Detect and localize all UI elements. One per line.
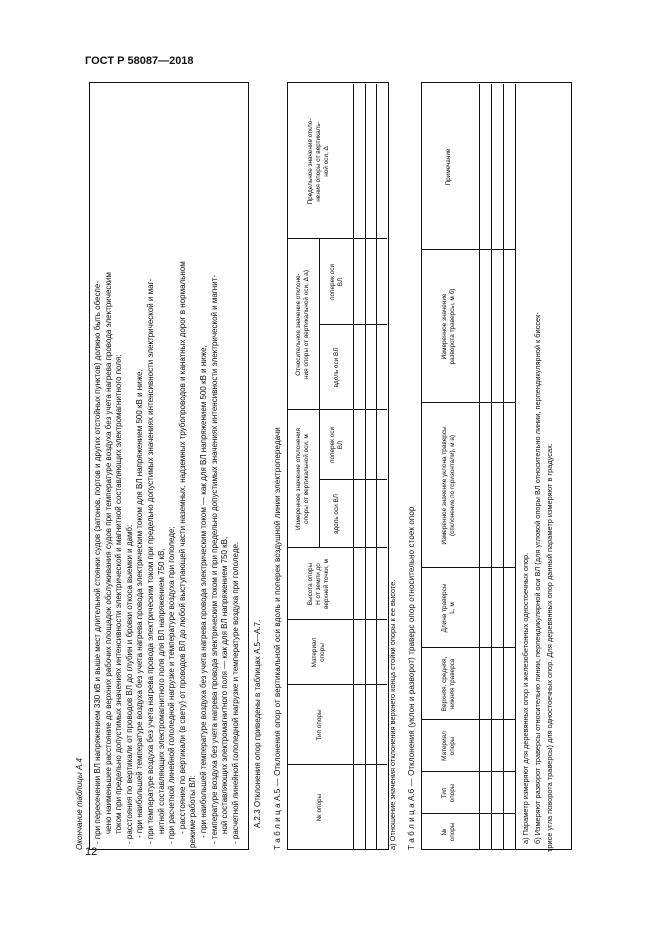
col-header-note: Примечание	[445, 148, 452, 186]
table-a6-caption: Т а б л и ц а А.6 — Отклонения (уклон и разворот) траверс опор относительно стоек опор	[407, 506, 416, 850]
page-number: 12	[85, 846, 98, 858]
col-header-relative-along: вдоль оси ВЛ	[333, 347, 340, 388]
table-a5-caption: Т а б л и ц а А.5 — Отклонения опор от вертикальной оси вдоль и поперек воздушной линии электропередачи	[273, 427, 282, 850]
note-line: режиме работы ВЛ:	[188, 775, 198, 848]
note-line: - температуре воздуха без учета нагрева провода электрическим током и при предельно допустимых значениях интенсивности электрической и магнит-	[209, 275, 219, 844]
note-line: - при наибольшей температуре воздуха без учета нагрева провода электрическим током для ВЛ напряжением 500 кВ и ниже,	[135, 369, 145, 838]
note-line: - расчетной линейной гололедной нагрузке и температуре воздуха при гололеде.	[230, 541, 240, 844]
note-line: - при наибольшей температуре воздуха без учета нагрева провода электрическим током — как для ВЛ напряжением 500 кВ и ниже,	[199, 345, 208, 838]
continuation-label: Окончание таблицы А.4	[75, 758, 84, 850]
col-header-traverse: Верхняя, средняя, нижняя траверса	[441, 656, 456, 712]
col-header-measured-across: поперек оси ВЛ	[329, 426, 344, 464]
rotated-page-content	[75, 80, 595, 850]
col-header-traverse-slope: Измеренное значение уклона траверсы (отклонение по горизонтали), м а)	[441, 426, 456, 545]
note-line: - расстояния по вертикали от проводов ВЛ до глубин и бровки откоса выемки и дамб:	[124, 524, 134, 844]
note-line: ной составляющих электромагнитного поля — как для ВЛ напряжением 750 кВ,	[220, 536, 230, 834]
col-header-limit-deviation: Предельное значение откло- нения опоры от вертикаль- ной оси, Δ	[307, 118, 330, 205]
note-line: - при пересечении ВЛ напряжением 330 кВ и выше мест длительной стоянки судов (затонов, портов и других отстойных пунктов) должно быть обеспе-	[93, 281, 102, 844]
note-line: - расстояние по вертикали (в свету) от проводов ВЛ до любой выступающей части наземных, надземных трубопроводов и канатных дорог в нормальном	[177, 261, 187, 834]
table-a5	[287, 84, 387, 850]
col-header-pole-type: Тип опоры	[441, 783, 456, 803]
table-a6	[421, 84, 571, 850]
table-a6-footnote: а) Параметр измеряют для деревянных опор и железобетонных одностоечных опор.	[521, 552, 530, 844]
col-group-relative-deviation: Относительное значение отклоне- ния опоры от вертикальной оси, Δ a)	[295, 270, 310, 379]
table-a5-footnote: a) Отношение значения отклонения верхнего конца стойки опоры к ее высоте.	[388, 579, 397, 850]
table-a6-footnote: б) Измеряют разворот траверсы относительно линии, перпендикулярной оси ВЛ (для угловой опоры ВЛ относительно линии, перпендикулярной к биссек-	[533, 312, 542, 844]
col-header-height: Высота опоры Н от земли до верхней точки, м	[307, 559, 330, 609]
col-group-measured-deviation: Измеренное значение отклонения опоры от вертикальной оси, м	[295, 428, 310, 530]
col-header-pole-number: № опоры	[316, 793, 323, 822]
note-line: - при температуре воздуха без учета нагрева провода электрическим током при предельно допустимых значениях интенсивности электрической и маг-	[146, 278, 155, 844]
note-line: чено наименьшее расстояние до верхних рабочих площадок обслуживания судов при температуре воздуха без учета нагрева провода электрическим	[103, 272, 113, 834]
note-line: нитной составляющих электромагнитного поля для ВЛ напряжением 750 кВ,	[156, 548, 166, 834]
col-header-material: Материал опоры	[311, 637, 326, 668]
document-header: ГОСТ Р 58087—2018	[85, 55, 194, 67]
note-line: - при расчетной линейной гололедной нагрузке и температуре воздуха при гололеде;	[167, 526, 177, 844]
col-header-pole-type: Тип опоры	[316, 709, 323, 741]
note-line: током при предельно допустимых значениях интенсивности электрической и магнитной составляющих электромагнитного поля;	[114, 354, 124, 834]
col-header-pole-number: № опоры	[441, 822, 456, 842]
col-header-material: Материал опоры	[441, 731, 456, 761]
table-a6-footnote: трисе угла поворота траверсы) для одностоечных опор. Для деревянных опор данный параметр измеряют в градусах.	[545, 443, 554, 852]
col-header-measured-along: вдоль оси ВЛ	[333, 494, 340, 534]
col-header-traverse-length: Длина траверсы L, м	[441, 583, 456, 633]
paragraph-a23: А.2.3 Отклонения опор приведены в таблицах А.5—А.7.	[253, 619, 262, 828]
col-header-relative-across: поперек оси ВЛ	[329, 263, 344, 301]
col-header-traverse-turn: Измеренное значение разворота траверсы, м б)	[441, 288, 456, 365]
